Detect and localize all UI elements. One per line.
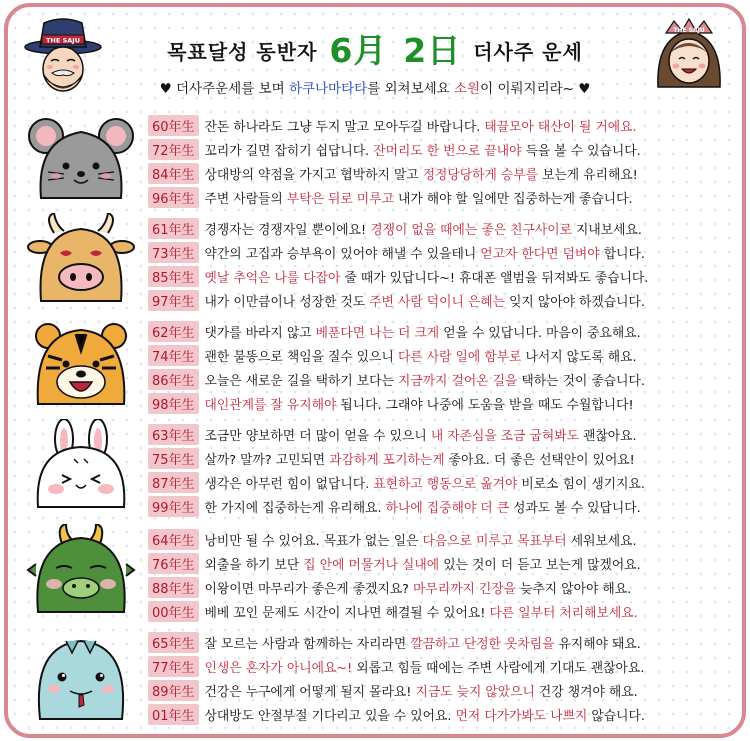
birth-year-tag: 98年生 xyxy=(148,393,199,414)
tiger-icon xyxy=(26,316,136,411)
fortune-line: 60年生 잔돈 하나라도 그냥 두지 말고 모아두길 바랍니다. 태끌모아 태산이 될 거에요. xyxy=(148,113,738,137)
rabbit-icon xyxy=(26,419,136,514)
birth-year-tag: 99年生 xyxy=(148,496,199,517)
fortune-line: 97年生 내가 이만큼이나 성장한 것도 주변 사람 덕이니 은혜는 잊지 않아야 하겠습니다. xyxy=(148,288,738,312)
woman-avatar xyxy=(648,17,730,97)
header xyxy=(8,7,742,107)
fortune-line: 85年生 옛날 추억은 나를 다잡아 줄 때가 있답니다~! 휴대폰 앨범을 뒤져봐도 좋습니다. xyxy=(148,264,738,288)
birth-year-tag: 97年生 xyxy=(148,290,199,311)
subtitle: ♥ 더사주운세를 보며 하쿠나마타타를 외쳐보세요 소원이 이뤄지리라~ ♥ xyxy=(159,81,591,97)
birth-year-tag: 00年生 xyxy=(148,601,199,622)
svg-text:THE SAJU: THE SAJU xyxy=(673,27,705,34)
day: 2日 xyxy=(403,31,462,70)
snake-icon xyxy=(26,627,136,722)
birth-year-tag: 96年生 xyxy=(148,187,199,208)
birth-year-tag: 75年生 xyxy=(148,448,199,469)
birth-year-tag: 77年生 xyxy=(148,656,199,677)
birth-year-tag: 72年生 xyxy=(148,139,199,160)
fortune-line: 77年生 인생은 혼자가 아니에요~! 외롭고 힘들 때에는 주변 사람에게 기대도 괜찮아요. xyxy=(148,654,738,678)
fortune-line: 76年生 외출을 하기 보단 집 안에 머물거나 실내에 있는 것이 더 듣고 보는게 많겠어요. xyxy=(148,551,738,575)
birth-year-tag: 84年生 xyxy=(148,163,199,184)
fortune-line: 73年生 약간의 고집과 승부욕이 있어야 해낼 수 있을테니 얻고자 한다면 덤벼야 합니다. xyxy=(148,240,738,264)
fortune-line: 89年生 건강은 누구에게 어떻게 될지 몰라요! 지금도 늦지 않았으니 건강 챙겨야 해요. xyxy=(148,678,738,702)
birth-year-tag: 74年生 xyxy=(148,345,199,366)
birth-year-tag: 88年生 xyxy=(148,577,199,598)
cow-icon xyxy=(26,213,136,308)
fortune-line: 88年生 이왕이면 마무리가 좋은게 좋겠지요? 마무리까지 긴장을 늦추지 않아야 해요. xyxy=(148,575,738,599)
birth-year-tag: 61年生 xyxy=(148,218,199,239)
birth-year-tag: 73年生 xyxy=(148,242,199,263)
birth-year-tag: 65年生 xyxy=(148,632,199,653)
birth-year-tag: 87年生 xyxy=(148,472,199,493)
fortune-line: 96年生 주변 사람들의 부탁은 뒤로 미루고 내가 해야 할 일에만 집중하는게 좋습니다. xyxy=(148,185,738,209)
fortune-line: 62年生 댓가를 바라지 않고 베푼다면 나는 더 크게 얻을 수 있답니다. 마음이 중요해요. xyxy=(148,319,738,343)
birth-year-tag: 62年生 xyxy=(148,321,199,342)
birth-year-tag: 63年生 xyxy=(148,424,199,445)
fortune-line: 00年生 베베 꼬인 문제도 시간이 지나면 해결될 수 있어요! 다른 일부터 처리해보세요. xyxy=(148,599,738,623)
fortune-line: 84年生 상대방의 약점을 가지고 협박하지 말고 정정당당하게 승부를 보는게 유리해요! xyxy=(148,161,738,185)
fortune-line: 64年生 낭비만 될 수 있어요. 목표가 없는 일은 다음으로 미루고 목표부터 세워보세요. xyxy=(148,527,738,551)
svg-text:THE SAJU: THE SAJU xyxy=(46,36,80,45)
fortune-line: 87年生 생각은 아무런 힘이 없답니다. 표현하고 행동으로 옮겨야 비로소 힘이 생기지요. xyxy=(148,470,738,494)
fortune-line: 99年生 한 가지에 집중하는게 유리해요. 하나에 집중해야 더 큰 성과도 볼 수 있답니다. xyxy=(148,494,738,518)
month: 6月 xyxy=(329,31,388,70)
fortune-line: 86年生 오늘은 새로운 길을 택하기 보다는 지금까지 걸어온 길을 택하는 것이 좋습니다. xyxy=(148,367,738,391)
birth-year-tag: 86年生 xyxy=(148,369,199,390)
fortune-line: 98年生 대인관계를 잘 유지해야 됩니다. 그래야 나중에 도움을 받을 때도 수월합니다! xyxy=(148,391,738,415)
birth-year-tag: 64年生 xyxy=(148,529,199,550)
page-title: 목표달성 동반자 6月 2日 더사주 운세 xyxy=(167,31,583,70)
fortune-line: 75年生 살까? 말까? 고민되면 과감하게 포기하는게 좋아요. 더 좋은 선택안이 있어요! xyxy=(148,446,738,470)
birth-year-tag: 76年生 xyxy=(148,553,199,574)
fortune-line: 72年生 꼬리가 길면 잡히기 쉽답니다. 잔머리도 한 번으로 끝내야 득을 볼 수 있습니다. xyxy=(148,137,738,161)
mouse-icon xyxy=(26,110,136,205)
birth-year-tag: 85年生 xyxy=(148,266,199,287)
fortune-line: 61年生 경쟁자는 경쟁자일 뿐이에요! 경쟁이 없을 때에는 좋은 친구사이로 지내보세요. xyxy=(148,216,738,240)
fortune-card xyxy=(4,3,746,738)
heart-icon: ♥ xyxy=(159,81,172,97)
heart-icon: ♥ xyxy=(578,81,591,97)
fortune-line: 63年生 조금만 양보하면 더 많이 얻을 수 있으니 내 자존심을 조금 굽혀봐도 괜찮아요. xyxy=(148,422,738,446)
fortune-line: 74年生 괜한 불똥으로 책임을 질수 있으니 다른 사람 일에 함부로 나서지 않도록 해요. xyxy=(148,343,738,367)
birth-year-tag: 01年生 xyxy=(148,704,199,725)
birth-year-tag: 60年生 xyxy=(148,115,199,136)
fortune-line: 65年生 잘 모르는 사람과 함께하는 자리라면 깔끔하고 단정한 옷차림을 유지해야 돼요. xyxy=(148,630,738,654)
birth-year-tag: 89年生 xyxy=(148,680,199,701)
dragon-icon xyxy=(26,524,136,619)
fortune-line: 01年生 상대방도 안절부절 기다리고 있을 수 있어요. 먼저 다가가봐도 나쁘지 않습니다. xyxy=(148,702,738,726)
